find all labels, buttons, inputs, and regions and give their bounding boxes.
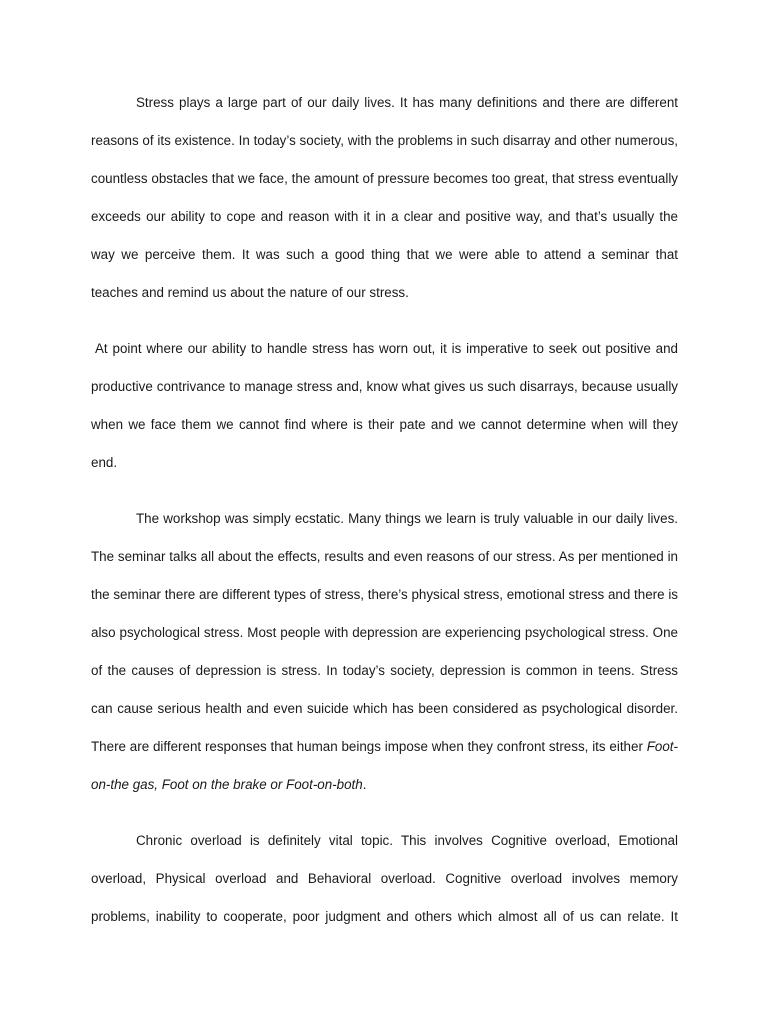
paragraph-4: Chronic overload is definitely vital topic. This involves Cognitive overload, Emotional overload, Physical overload and Behavioral overload. Cognitive overload involves memory problems, inability to cooperate, poor judgment and others which almost all of us can relate. It [91, 833, 678, 924]
paragraph-3-italic-responses: Foot-on-the gas, Foot on the brake or Foot-on-both [91, 739, 678, 792]
paragraph-3-end: . [362, 777, 367, 792]
paragraph-1: Stress plays a large part of our daily lives. It has many definitions and there are different reasons of its existence. In today’s society, with the problems in such disarray and other numerous, countless obstacles that we face, the amount of pressure becomes too great, that stress eventually exceeds our ability to cope and reason with it in a clear and positive way, and that’s usually the way we perceive them. It was such a good thing that we were able to attend a seminar that teaches and remind us about the nature of our stress. [91, 95, 678, 300]
paragraph-2: At point where our ability to handle stress has worn out, it is imperative to seek out positive and productive contrivance to manage stress and, know what gives us such disarrays, because usually when we face them we cannot find where is their pate and we cannot determine when will they end. [91, 341, 678, 470]
paragraph-3-text: The workshop was simply ecstatic. Many things we learn is truly valuable in our daily lives. The seminar talks all about the effects, results and even reasons of our stress. As per mentioned in the seminar there are different types of stress, there’s physical stress, emotional stress and there is also psychological stress. Most people with depression are experiencing psychological stress. One of the causes of depression is stress. In today’s society, depression is common in teens. Stress can cause serious health and even suicide which has been considered as psychological disorder. There are different responses that human beings impose when they confront stress, its either [91, 511, 678, 754]
paragraph-3 [91, 500, 678, 804]
document-body [91, 84, 678, 936]
